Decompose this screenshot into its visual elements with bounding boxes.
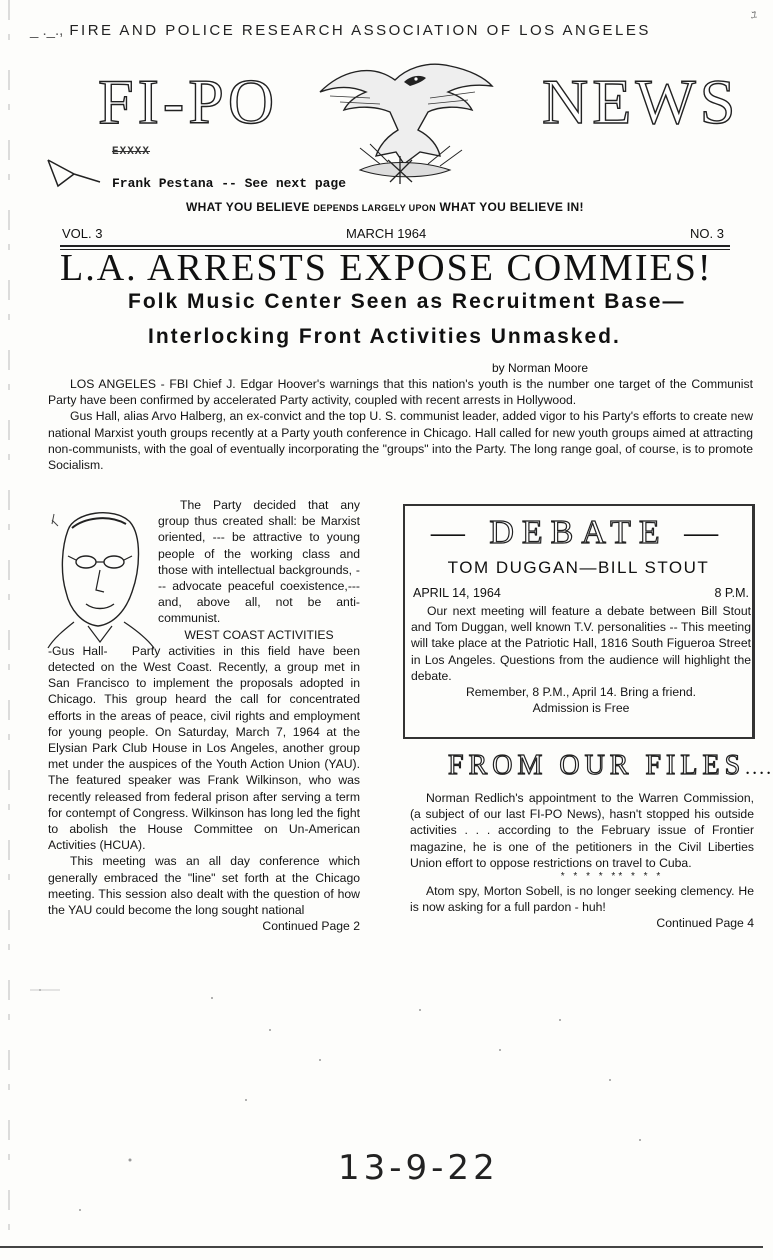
association-name: _ ._., FIRE AND POLICE RESEARCH ASSOCIATION OF LOS ANGELES — [30, 22, 651, 39]
debate-admission: Admission is Free — [532, 701, 630, 716]
debate-participants: TOM DUGGAN—BILL STOUT — [447, 558, 710, 577]
debate-announcement-box — [403, 504, 755, 739]
article-intro — [48, 376, 753, 473]
motto — [186, 200, 584, 214]
byline: by Norman Moore — [492, 361, 589, 375]
stars-divider: * * * * ** * * * — [560, 871, 664, 883]
stamp-mark: EXXXX — [112, 146, 151, 158]
issue-number: NO. 3 — [690, 226, 724, 241]
bottom-edge-rule — [0, 1246, 763, 1248]
subheadline-2: Interlocking Front Activities Unmasked. — [148, 325, 621, 348]
issue-info-row — [62, 226, 724, 246]
issue-date: MARCH 1964 — [346, 226, 427, 241]
files-paragraph-1: Norman Redlich's appointment to the Warren Commission, (a subject of our last FI-PO News), hasn't stopped his outside activities . . . according to the February issue of Frontier magazine, he is one of the petitioners in the Civil Liberties Union effort to oppose restrictions on travel to Cuba. — [410, 791, 754, 870]
corner-mark: ﾕ — [750, 8, 757, 22]
left-edge-scan-shadow — [6, 0, 12, 1255]
from-our-files-heading: FROM OUR FILES.... — [448, 750, 773, 781]
volume-label: VOL. 3 — [62, 226, 103, 241]
motto-part-2: DEPENDS LARGELY UPON — [313, 203, 436, 213]
motto-part-1: WHAT YOU BELIEVE — [186, 200, 310, 214]
article-paragraph-4: -Gus Hall- Party activities in this field have been detected on the West Coast. Recently, a group met in San Francisco to implement the proposals adopted in Chicago. This group heard the call for concentrated efforts in the areas of peace, civil rights and employment for young people. On Saturday, March 7, 1964 at the Elysian Park Club House in Los Angeles, another group met under the auspices of the Youth Action Union (YAU). The featured speaker was Frank Wilkinson, who was recently released from federal prison after serving a term for contempt of Congress. Wilkinson has long led the fight to abolish the House Committee on Un-American Activities (HCUA). — [48, 643, 360, 853]
hand-drawn-arrow-icon — [44, 156, 104, 192]
article-paragraph-1: LOS ANGELES - FBI Chief J. Edgar Hoover's warnings that this nation's youth is the number one target of the Communist Party have been confirmed by accelerated Party activity, coupled with recent arrests in Hollywood. — [48, 377, 753, 408]
motto-part-3: WHAT YOU BELIEVE IN! — [439, 200, 584, 214]
debate-time: 8 P.M. — [714, 586, 749, 600]
debate-title: — DEBATE — — [430, 514, 727, 551]
handwritten-note: 13-9-22 — [338, 1148, 499, 1188]
files-paragraph-2: Atom spy, Morton Sobell, is no longer seeking clemency. He is now asking for a full pardon - huh! — [410, 884, 754, 915]
debate-description: Our next meeting will feature a debate between Bill Stout and Tom Duggan, well known T.V. personalities -- This meeting will take place at the Patriotic Hall, 1816 South Figueroa Street in Los Angeles. Questions from the audience will highlight the debate. — [411, 604, 751, 683]
portrait-wrap-text — [158, 497, 360, 643]
continued-page-4: Continued Page 4 — [656, 916, 754, 931]
section-heading-west-coast: WEST COAST ACTIVITIES — [184, 627, 334, 642]
main-headline: L.A. ARRESTS EXPOSE COMMIES! — [60, 247, 713, 289]
right-column-files — [410, 790, 754, 932]
article-paragraph-2: Gus Hall, alias Arvo Halberg, an ex-convict and the top U. S. communist leader, added vigor to his Party's efforts to create new national Marxist youth groups recently at a Party youth conference in Chicago. Hall called for new youth groups aimed at attracting non-communists, with the goal of eventually incorporating the "groups" into the Party. The long range goal, of course, is to promote Socialism. — [48, 409, 753, 473]
stray-marks: _ ._., — [30, 22, 64, 39]
continued-page-2: Continued Page 2 — [262, 919, 360, 934]
article-paragraph-5: This meeting was an all day conference which generally embraced the "line" set forth at the Chicago meeting. This session also dealt with the question of how the YAU could become the long sought national — [48, 854, 360, 918]
masthead-fi-po: FI-PO — [98, 66, 279, 137]
subheadline-1: Folk Music Center Seen as Recruitment Base— — [128, 290, 686, 313]
left-column — [48, 497, 360, 934]
pestana-note: Frank Pestana -- See next page — [112, 176, 347, 191]
eagle-emblem-icon — [300, 52, 500, 192]
photo-caption: -Gus Hall- — [48, 643, 108, 658]
article-paragraph-3: The Party decided that any group thus created shall: be Marxist oriented, --- be attractive to young people of the working class and those with intellectual backgrounds, --- advocate peaceful coexistence,--- and, above all, not be anti-communist. — [158, 498, 360, 626]
debate-reminder: Remember, 8 P.M., April 14. Bring a friend. — [465, 685, 697, 700]
debate-details — [411, 603, 751, 716]
debate-date-row — [413, 586, 749, 600]
debate-date: APRIL 14, 1964 — [413, 586, 501, 600]
masthead-news: NEWS — [542, 66, 740, 137]
